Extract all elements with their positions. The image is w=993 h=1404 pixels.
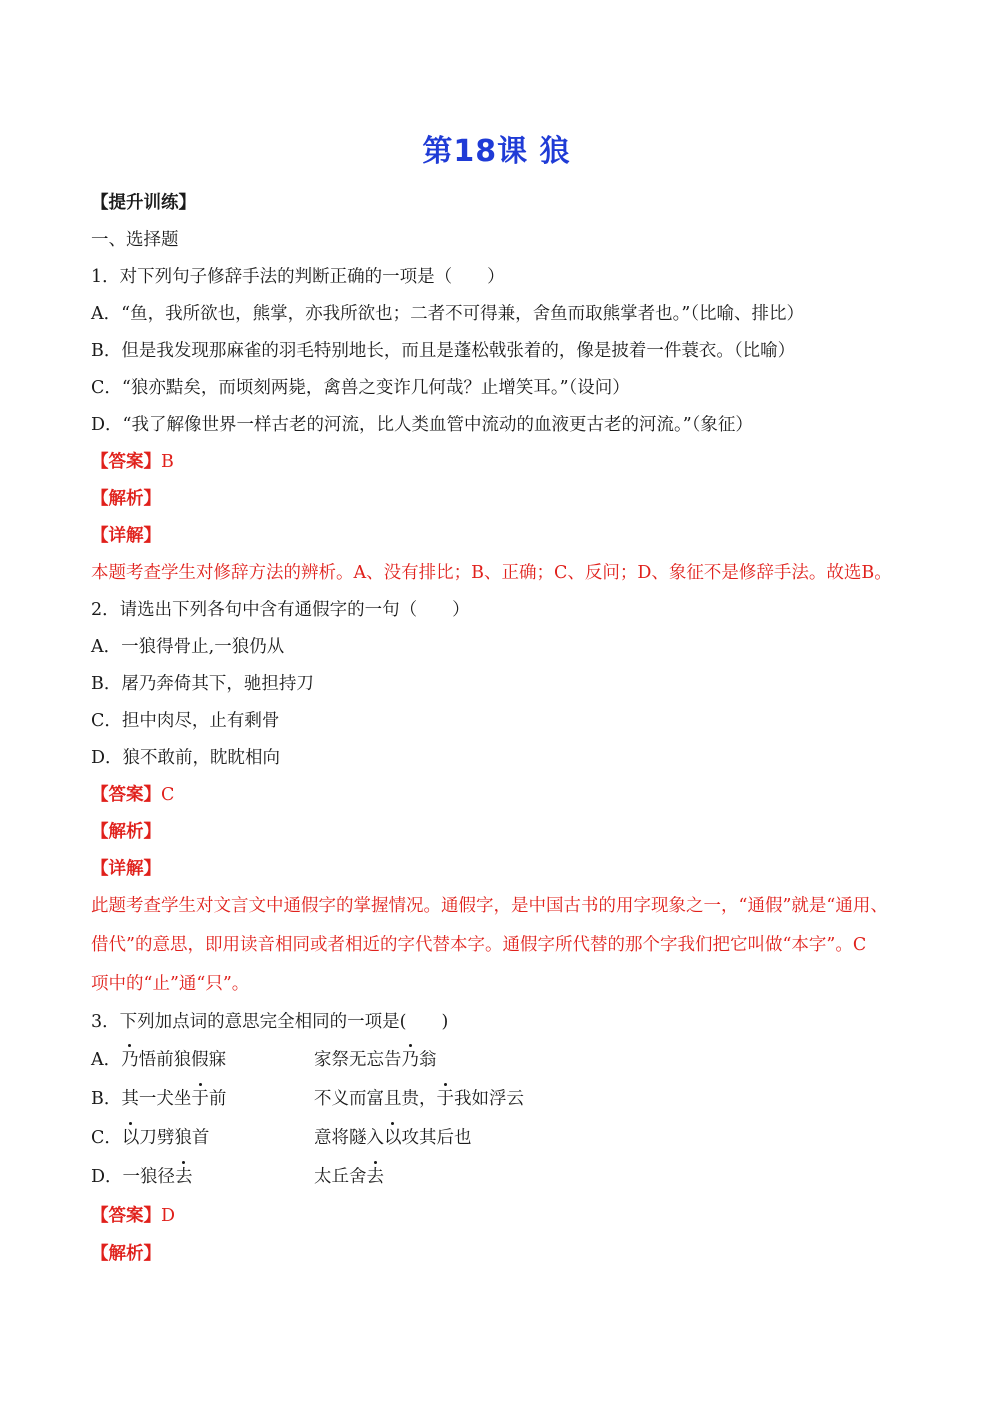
q3-option-d xyxy=(91,1166,193,1188)
q2-detail-line-3: 项中的“止”通“只”。 xyxy=(91,974,250,994)
q1-option-a: A．“鱼，我所欲也，熊掌，亦我所欲也；二者不可得兼，舍鱼而取熊掌者也。”（比喻、排比） xyxy=(91,304,805,324)
option-prefix: D．一狼径 xyxy=(91,1167,176,1187)
q1-answer xyxy=(91,451,174,473)
answer-label: 【答案】 xyxy=(91,1206,161,1226)
q3-answer-value: D xyxy=(161,1206,176,1226)
dotted-char: 乃 xyxy=(401,1050,419,1070)
dotted-char: 以 xyxy=(384,1128,402,1148)
q3-option-d-second xyxy=(314,1166,384,1188)
page-title: 第18课 狼 xyxy=(422,134,571,169)
dotted-char: 于 xyxy=(191,1089,209,1109)
q2-option-b: B．屠乃奔倚其下，驰担持刀 xyxy=(91,674,314,694)
option-text: 翁 xyxy=(419,1050,437,1070)
q1-stem: 1．对下列句子修辞手法的判断正确的一项是（ ） xyxy=(91,267,505,287)
q3-analysis-label: 【解析】 xyxy=(91,1244,161,1264)
q3-option-b xyxy=(91,1088,226,1110)
q2-detail-line-2: 借代”的意思，即用读音相同或者相近的字代替本字。通假字所代替的那个字我们把它叫做“本字”。C xyxy=(91,935,867,955)
q3-option-b-second xyxy=(314,1088,524,1110)
q1-option-c: C．“狼亦黠矣，而顷刻两毙，禽兽之变诈几何哉？止增笑耳。”（设问） xyxy=(91,378,630,398)
option-text: 攻其后也 xyxy=(401,1128,472,1148)
option-text: 太丘舍 xyxy=(314,1167,367,1187)
q2-analysis-label: 【解析】 xyxy=(91,822,161,842)
dotted-char: 去 xyxy=(366,1167,384,1187)
section-header: 【提升训练】 xyxy=(91,193,196,213)
q3-option-c xyxy=(91,1127,209,1149)
option-text: 前 xyxy=(208,1089,227,1109)
q1-detail: 本题考查学生对修辞方法的辨析。A、没有排比；B、正确；C、反问；D、象征不是修辞手法。故选B。 xyxy=(91,563,892,583)
q1-option-b: B．但是我发现那麻雀的羽毛特别地长，而且是蓬松戟张着的，像是披着一件蓑衣。（比喻） xyxy=(91,341,796,361)
option-prefix: C． xyxy=(91,1128,122,1148)
option-text: 悟前狼假寐 xyxy=(138,1050,227,1070)
option-text: 意将隧入 xyxy=(314,1128,384,1148)
q3-option-a-second xyxy=(314,1049,437,1071)
dotted-char: 以 xyxy=(121,1128,140,1148)
q1-option-d: D．“我了解像世界一样古老的河流，比人类血管中流动的血液更古老的河流。”（象征） xyxy=(91,415,753,435)
q3-stem: 3．下列加点词的意思完全相同的一项是( ) xyxy=(91,1012,449,1032)
q2-stem: 2．请选出下列各句中含有通假字的一句（ ） xyxy=(91,600,470,620)
q2-option-d: D．狼不敢前，眈眈相向 xyxy=(91,748,281,768)
part-title: 一、选择题 xyxy=(91,230,179,250)
q1-analysis-label: 【解析】 xyxy=(91,489,161,509)
q2-detail-line-1: 此题考查学生对文言文中通假字的掌握情况。通假字，是中国古书的用字现象之一，“通假”就是“通用、 xyxy=(91,896,888,916)
option-text: 家祭无忘告 xyxy=(314,1050,402,1070)
option-text: 刀劈狼首 xyxy=(139,1128,210,1148)
dotted-char: 于 xyxy=(436,1089,454,1109)
q3-option-c-second xyxy=(314,1127,472,1149)
q3-answer xyxy=(91,1205,175,1227)
q2-option-c: C．担中肉尽，止有剩骨 xyxy=(91,711,280,731)
q2-detail-label: 【详解】 xyxy=(91,859,161,879)
q1-answer-value: B xyxy=(161,452,174,472)
q3-option-a xyxy=(91,1049,226,1071)
answer-label: 【答案】 xyxy=(91,785,161,805)
dotted-char: 去 xyxy=(175,1167,193,1187)
answer-label: 【答案】 xyxy=(91,452,161,472)
option-prefix: B．其一犬坐 xyxy=(91,1089,192,1109)
q2-answer-value: C xyxy=(161,785,175,805)
option-text: 不义而富且贵， xyxy=(314,1089,437,1109)
dotted-char: 乃 xyxy=(121,1050,139,1070)
option-prefix: A． xyxy=(91,1050,122,1070)
option-text: 我如浮云 xyxy=(454,1089,524,1109)
q2-answer xyxy=(91,784,174,806)
q1-detail-label: 【详解】 xyxy=(91,526,161,546)
q2-option-a: A．一狼得骨止,一狼仍从 xyxy=(91,637,285,657)
